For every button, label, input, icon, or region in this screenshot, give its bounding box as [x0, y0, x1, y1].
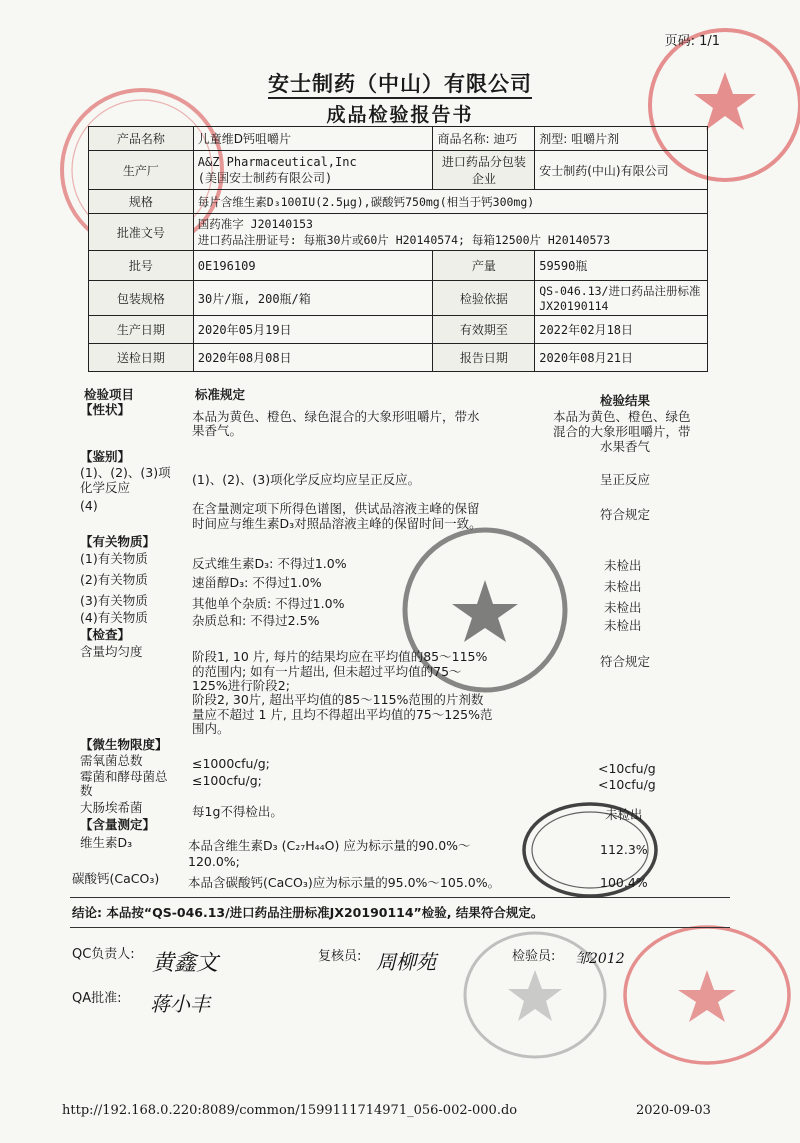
packager-label: 进口药品分包装企业: [433, 151, 535, 190]
qc-signature: 黄鑫文: [152, 951, 219, 976]
package: 30片/瓶, 200瓶/箱: [193, 281, 433, 316]
ecoli-res: 未检出: [605, 807, 643, 822]
rel3-res: 未检出: [604, 600, 642, 615]
stamp-bottom-right: [620, 920, 795, 1070]
footer-date: 2020-09-03: [636, 1103, 711, 1118]
basis-label: 检验依据: [433, 281, 535, 316]
section-related: 【有关物质】: [80, 534, 156, 549]
company-title: 安士制药（中山）有限公司: [0, 68, 800, 98]
output-label: 产量: [433, 251, 535, 281]
vd3-item: 维生素D₃: [80, 835, 133, 850]
spec: 每片含维生素D₃100IU(2.5μg),碳酸钙750mg(相当于钙300mg): [193, 190, 707, 214]
mold-item-1: 霉菌和酵母菌总: [80, 769, 168, 784]
separator-bottom: [70, 927, 730, 928]
id1-res: 呈正反应: [600, 472, 651, 487]
character-res-3: 水果香气: [600, 439, 651, 454]
rel1-item: (1)有关物质: [80, 551, 148, 566]
character-std-2: 果香气。: [192, 423, 243, 438]
rel4-item: (4)有关物质: [80, 610, 148, 625]
header-result: 检验结果: [600, 393, 651, 408]
qa-signature: 蒋小丰: [150, 992, 210, 1016]
spec-label: 规格: [89, 190, 194, 214]
batch-label: 批号: [89, 251, 194, 281]
submit-date: 2020年08月08日: [193, 344, 433, 372]
conclusion: 结论: 本品按“QS-046.13/进口药品注册标准JX20190114”检验, 结果符合规定。: [72, 905, 544, 920]
manufacturer-label: 生产厂: [89, 151, 194, 190]
trade-name: 迪巧: [493, 132, 518, 146]
rel4-std: 杂质总和: 不得过2.5%: [192, 613, 320, 628]
report-date-label: 报告日期: [433, 344, 535, 372]
ecoli-std: 每1g不得检出。: [192, 804, 283, 819]
footer-url: http://192.168.0.220:8089/common/1599111714971_056-002-000.do: [62, 1103, 518, 1118]
id4-res: 符合规定: [600, 507, 651, 522]
rel1-std: 反式维生素D₃: 不得过1.0%: [192, 556, 347, 571]
caco3-std: 本品含碳酸钙(CaCO₃)应为标示量的95.0%～105.0%。: [188, 875, 501, 890]
character-std-1: 本品为黄色、橙色、绿色混合的大象形咀嚼片，带水: [192, 409, 480, 424]
rel4-res: 未检出: [604, 618, 642, 633]
mold-std: ≤100cfu/g;: [192, 773, 262, 788]
uniformity-std-1: 阶段1, 10 片, 每片的结果均应在平均值的85～115%: [192, 649, 488, 664]
id1-item-2: 化学反应: [80, 480, 131, 495]
uniformity-std-3: 125%进行阶段2;: [192, 678, 290, 693]
uniformity-res: 符合规定: [600, 654, 651, 669]
header-item: 检验项目: [84, 387, 135, 402]
mfg-date: 2020年05月19日: [193, 316, 433, 344]
id4-std-2: 时间应与维生素D₃对照品溶液主峰的保留时间一致。: [192, 516, 482, 531]
qa-label: QA批准:: [72, 991, 122, 1006]
id4-std-1: 在含量测定项下所得色谱图，供试品溶液主峰的保留: [192, 501, 480, 516]
section-character: 【性状】: [80, 402, 131, 417]
rel1-res: 未检出: [604, 558, 642, 573]
character-res-1: 本品为黄色、橙色、绿色: [553, 409, 691, 424]
rel3-item: (3)有关物质: [80, 593, 148, 608]
caco3-res: 100.4%: [600, 875, 648, 890]
uniformity-std-6: 围内。: [192, 721, 230, 736]
rel2-res: 未检出: [604, 579, 642, 594]
stamp-bottom-center: [460, 925, 610, 1065]
aerobic-item: 需氧菌总数: [80, 753, 143, 768]
mold-res: <10cfu/g: [598, 777, 656, 792]
section-check: 【检查】: [80, 627, 131, 642]
uniformity-std-4: 阶段2, 30片, 超出平均值的85～115%范围的片剂数: [192, 692, 484, 707]
mold-item-2: 数: [80, 783, 93, 798]
vd3-res: 112.3%: [600, 842, 648, 857]
product-name: 儿童维D钙咀嚼片: [193, 127, 433, 151]
dosage-form: 剂型: 咀嚼片剂: [535, 127, 708, 151]
approval: 国药准字 J20140153 进口药品注册证号: 每瓶30片或60片 H20140574; 每箱12500片 H20140573: [193, 214, 707, 251]
reviewer-label: 复核员:: [318, 949, 362, 964]
trade-name-label: 商品名称: 迪巧: [433, 127, 535, 151]
product-info-table: [88, 126, 708, 372]
id1-std: (1)、(2)、(3)项化学反应均应呈正反应。: [192, 472, 421, 487]
report-date: 2020年08月21日: [535, 344, 708, 372]
rel2-item: (2)有关物质: [80, 572, 148, 587]
rel3-std: 其他单个杂质: 不得过1.0%: [192, 596, 345, 611]
mfg-date-label: 生产日期: [89, 316, 194, 344]
uniformity-item: 含量均匀度: [80, 644, 143, 659]
ecoli-item: 大肠埃希菌: [80, 800, 143, 815]
batch: 0E196109: [193, 251, 433, 281]
packager: 安士制药(中山)有限公司: [535, 151, 708, 190]
caco3-item: 碳酸钙(CaCO₃): [72, 871, 160, 886]
uniformity-std-2: 的范围内; 如有一片超出, 但未超过平均值的75～: [192, 664, 462, 679]
expiry-label: 有效期至: [433, 316, 535, 344]
package-label: 包装规格: [89, 281, 194, 316]
basis: QS-046.13/进口药品注册标准JX20190114: [535, 281, 708, 316]
section-assay: 【含量测定】: [80, 817, 156, 832]
reviewer-signature: 周柳苑: [376, 950, 436, 974]
inspector-signature: 邹2012: [575, 951, 625, 967]
header-standard: 标准规定: [195, 387, 246, 402]
rel2-std: 速甾醇D₃: 不得过1.0%: [192, 575, 322, 590]
output: 59590瓶: [535, 251, 708, 281]
aerobic-res: <10cfu/g: [598, 761, 656, 776]
expiry: 2022年02月18日: [535, 316, 708, 344]
inspector-label: 检验员:: [512, 949, 556, 964]
section-identification: 【鉴别】: [80, 449, 131, 464]
aerobic-std: ≤1000cfu/g;: [192, 756, 270, 771]
vd3-std-1: 本品含维生素D₃ (C₂₇H₄₄O) 应为标示量的90.0%～: [188, 838, 471, 853]
approval-label: 批准文号: [89, 214, 194, 251]
id4-item: (4): [80, 498, 98, 513]
separator-top: [70, 897, 730, 898]
vd3-std-2: 120.0%;: [188, 854, 240, 869]
qc-label: QC负责人:: [72, 947, 135, 962]
product-name-label: 产品名称: [89, 127, 194, 151]
character-res-2: 混合的大象形咀嚼片，带: [553, 424, 691, 439]
uniformity-std-5: 量应不超过 1 片, 且均不得超出平均值的75～125%范: [192, 707, 493, 722]
id1-item-1: (1)、(2)、(3)项: [80, 465, 171, 480]
submit-date-label: 送检日期: [89, 344, 194, 372]
report-title: 成品检验报告书: [326, 104, 474, 126]
section-micro: 【微生物限度】: [80, 737, 168, 752]
manufacturer: A&Z Pharmaceutical,Inc (美国安士制药有限公司): [193, 151, 433, 190]
page-number: 页码: 1/1: [664, 34, 720, 49]
